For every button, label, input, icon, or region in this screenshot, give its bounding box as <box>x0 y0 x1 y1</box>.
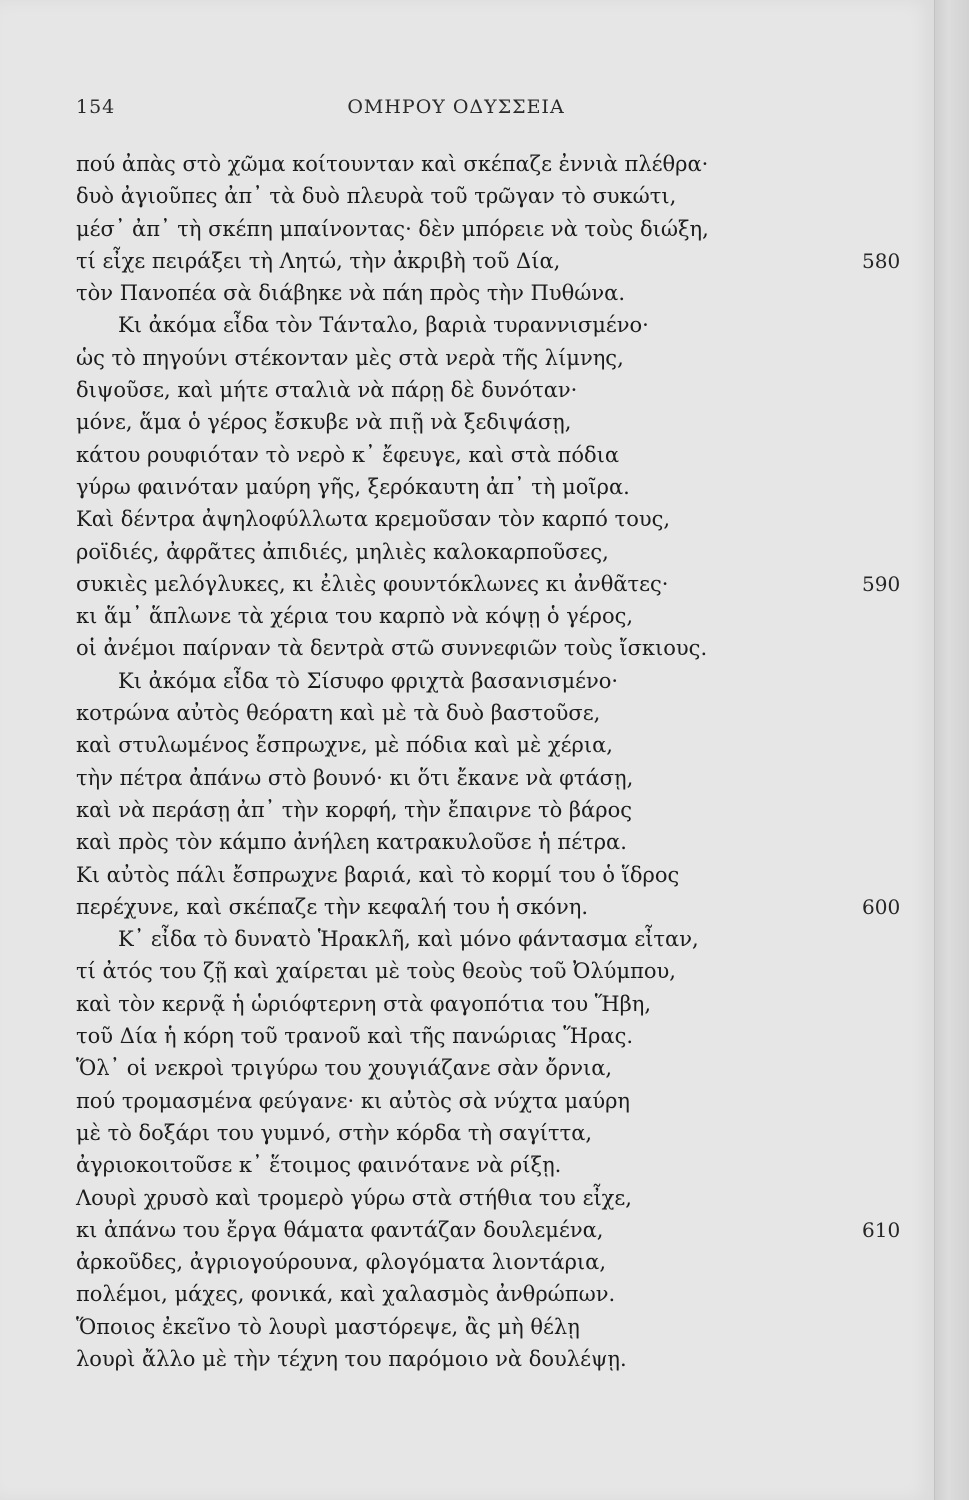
poem-text <box>76 148 901 1375</box>
poem-line <box>76 697 856 729</box>
poem-line <box>76 859 856 891</box>
poem-line-text: περέχυνε, καὶ σκέπαζε τὴν κεφαλή του ἡ σκόνη. <box>76 894 589 919</box>
poem-line <box>76 988 856 1020</box>
poem-line-text: Κι ἀκόμα εἶδα τὸ Σίσυφο φριχτὰ βασανισμένο· <box>118 668 619 693</box>
poem-line-text: Λουρὶ χρυσὸ καὶ τρομερὸ γύρω στὰ στήθια του εἶχε, <box>76 1185 632 1210</box>
poem-line <box>76 213 856 245</box>
poem-line <box>76 1182 856 1214</box>
poem-line <box>76 891 901 923</box>
poem-line <box>76 1117 856 1149</box>
poem-line <box>76 1343 856 1375</box>
poem-line <box>76 1149 856 1181</box>
line-number: 610 <box>862 1217 901 1242</box>
poem-line-text: γύρω φαινόταν μαύρη γῆς, ξερόκαυτη ἀπ᾿ τὴ μοῖρα. <box>76 474 630 499</box>
poem-line <box>76 374 856 406</box>
poem-line-text: καὶ τὸν κερνᾷ ἡ ὡριόφτερνη στὰ φαγοπότια του Ἥβη, <box>76 991 652 1016</box>
poem-line-text: ὡς τὸ πηγούνι στέκονταν μὲς στὰ νερὰ τῆς λίμνης, <box>76 345 624 370</box>
line-number: 580 <box>862 248 901 273</box>
poem-line-text: πού τρομασμένα φεύγανε· κι αὐτὸς σὰ νύχτα μαύρη <box>76 1088 631 1113</box>
poem-line <box>76 342 856 374</box>
poem-line-text: ροϊδιές, ἀφρᾶτες ἀπιδιές, μηλιὲς καλοκαρποῦσες, <box>76 539 609 564</box>
page-header <box>76 96 836 126</box>
poem-line <box>76 1278 856 1310</box>
poem-line <box>76 955 856 987</box>
poem-line-text: διψοῦσε, καὶ μήτε σταλιὰ νὰ πάρῃ δὲ δυνόταν· <box>76 378 578 403</box>
poem-line-text: μόνε, ἅμα ὁ γέρος ἔσκυβε νὰ πιῇ νὰ ξεδιψάσῃ, <box>76 410 572 435</box>
poem-line <box>76 1311 856 1343</box>
poem-line-text: Κ᾿ εἶδα τὸ δυνατὸ Ἡρακλῆ, καὶ μόνο φάντασμα εἶταν, <box>118 927 699 952</box>
poem-line <box>76 568 901 600</box>
poem-line <box>76 1085 856 1117</box>
poem-line-text: κι ἅμ᾿ ἅπλωνε τὰ χέρια του καρπὸ νὰ κόψῃ ὁ γέρος, <box>76 604 634 629</box>
poem-line-text: τοῦ Δία ἡ κόρη τοῦ τρανοῦ καὶ τῆς πανώριας Ἥρας. <box>76 1024 634 1049</box>
poem-line <box>76 665 856 697</box>
poem-line-text: καὶ στυλωμένος ἔσπρωχνε, μὲ πόδια καὶ μὲ χέρια, <box>76 733 613 758</box>
poem-line-text: Κι ἀκόμα εἶδα τὸν Τάνταλο, βαριὰ τυραννισμένο· <box>118 313 649 338</box>
poem-line-text: πολέμοι, μάχες, φονικά, καὶ χαλασμὸς ἀνθρώπων. <box>76 1282 616 1307</box>
poem-line <box>76 439 856 471</box>
poem-line-text: οἱ ἀνέμοι παίρναν τὰ δεντρὰ στῶ συννεφιῶν τοὺς ἴσκιους. <box>76 636 708 661</box>
page-number: 154 <box>76 96 116 118</box>
poem-line-text: κάτου ρουφιόταν τὸ νερὸ κ᾿ ἔφευγε, καὶ στὰ πόδια <box>76 442 620 467</box>
poem-line-text: μὲ τὸ δοξάρι του γυμνό, στὴν κόρδα τὴ σαγίττα, <box>76 1120 593 1145</box>
poem-line <box>76 923 856 955</box>
poem-line <box>76 309 856 341</box>
poem-line-text: πού ἀπὰς στὸ χῶμα κοίτουνταν καὶ σκέπαζε ἐννιὰ πλέθρα· <box>76 152 709 176</box>
poem-line <box>76 600 856 632</box>
poem-line-text: ἀγριοκοιτοῦσε κ᾿ ἕτοιμος φαινότανε νὰ ρίξῃ. <box>76 1153 562 1178</box>
poem-line-text: τὴν πέτρα ἀπάνω στὸ βουνό· κι ὅτι ἔκανε νὰ φτάσῃ, <box>76 765 634 790</box>
poem-line <box>76 632 856 664</box>
poem-line-text: καὶ νὰ περάσῃ ἀπ᾿ τὴν κορφή, τὴν ἔπαιρνε τὸ βάρος <box>76 797 632 822</box>
poem-line-text: κι ἀπάνω του ἔργα θάματα φαντάζαν δουλεμένα, <box>76 1217 604 1242</box>
poem-line-text: μέσ᾿ ἀπ᾿ τὴ σκέπη μπαίνοντας· δὲν μπόρειε νὰ τοὺς διώξη, <box>76 216 709 241</box>
poem-line-text: Καὶ δέντρα ἀψηλοφύλλωτα κρεμοῦσαν τὸν καρπό τους, <box>76 507 671 532</box>
page-stack-edge <box>934 0 969 1500</box>
poem-line <box>76 148 856 180</box>
poem-line <box>76 826 856 858</box>
poem-line <box>76 762 856 794</box>
poem-line <box>76 1020 856 1052</box>
poem-line-text: λουρὶ ἄλλο μὲ τὴν τέχνη του παρόμοιο νὰ δουλέψῃ. <box>76 1346 627 1371</box>
poem-line <box>76 1246 856 1278</box>
poem-line-text: συκιὲς μελόγλυκες, κι ἐλιὲς φουντόκλωνες κι ἀνθᾶτες· <box>76 571 669 596</box>
poem-line <box>76 1214 901 1246</box>
poem-line <box>76 729 856 761</box>
poem-line-text: ἀρκοῦδες, ἀγριογούρουνα, φλογόματα λιοντάρια, <box>76 1250 607 1275</box>
poem-line-text: τί ἀτός του ζῇ καὶ χαίρεται μὲ τοὺς θεοὺς τοῦ Ὀλύμπου, <box>76 959 676 984</box>
poem-line <box>76 1052 856 1084</box>
poem-line-text: δυὸ ἀγιοῦπες ἀπ᾿ τὰ δυὸ πλευρὰ τοῦ τρῶγαν τὸ συκώτι, <box>76 184 677 209</box>
poem-line-text: καὶ πρὸς τὸν κάμπο ἀνήλεη κατρακυλοῦσε ἡ πέτρα. <box>76 830 627 855</box>
poem-line <box>76 180 856 212</box>
poem-line-text: Ὅλ᾿ οἱ νεκροὶ τριγύρω του χουγιάζανε σὰν ὄρνια, <box>76 1056 613 1081</box>
poem-line-text: τὸν Πανοπέα σὰ διάβηκε νὰ πάη πρὸς τὴν Πυθώνα. <box>76 281 625 306</box>
poem-line <box>76 277 856 309</box>
line-number: 600 <box>862 894 901 919</box>
poem-line <box>76 536 856 568</box>
poem-line-text: κοτρώνα αὐτὸς θεόρατη καὶ μὲ τὰ δυὸ βαστοῦσε, <box>76 701 601 726</box>
poem-line <box>76 794 856 826</box>
running-head: ΟΜΗΡΟΥ ΟΔΥΣΣΕΙΑ <box>347 96 565 118</box>
line-number: 590 <box>862 571 901 596</box>
poem-line-text: Ὅποιος ἐκεῖνο τὸ λουρὶ μαστόρεψε, ἂς μὴ θέλῃ <box>76 1314 580 1339</box>
poem-line-text: Κι αὐτὸς πάλι ἔσπρωχνε βαριά, καὶ τὸ κορμί του ὁ ἵδρος <box>76 862 680 887</box>
poem-line <box>76 471 856 503</box>
poem-line <box>76 503 856 535</box>
poem-line <box>76 406 856 438</box>
poem-line-text: τί εἶχε πειράξει τὴ Λητώ, τὴν ἀκριβὴ τοῦ Δία, <box>76 248 561 273</box>
poem-line <box>76 245 901 277</box>
